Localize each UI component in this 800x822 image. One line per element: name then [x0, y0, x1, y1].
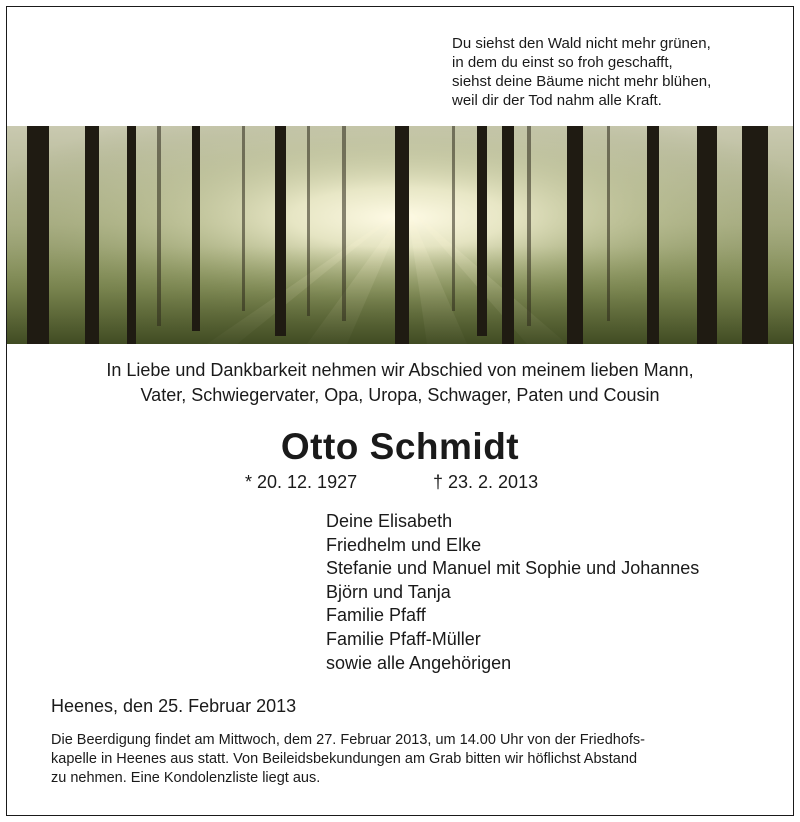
poem-line: in dem du einst so froh geschafft, — [452, 54, 673, 71]
intro-text — [7, 358, 793, 408]
funeral-line: zu nehmen. Eine Kondolenzliste liegt aus. — [51, 770, 321, 786]
mourners-list — [326, 510, 699, 675]
place-and-date: Heenes, den 25. Februar 2013 — [51, 696, 297, 716]
poem-line: Du siehst den Wald nicht mehr grünen, — [452, 35, 711, 52]
deceased-name: Otto Schmidt — [280, 426, 520, 467]
funeral-line: Die Beerdigung findet am Mittwoch, dem 27. Februar 2013, um 14.00 Uhr von der Friedhofs- — [51, 732, 645, 748]
mourner-entry: Björn und Tanja — [326, 581, 451, 602]
intro-line: Vater, Schwiegervater, Opa, Uropa, Schwager, Paten und Cousin — [140, 385, 660, 405]
mourner-entry: sowie alle Angehörigen — [326, 652, 512, 673]
forest-illustration — [7, 126, 793, 344]
forest-sunbeams-image — [7, 126, 793, 344]
death-date: † 23. 2. 2013 — [433, 472, 539, 492]
mourner-entry: Familie Pfaff — [326, 605, 426, 626]
mourner-entry: Deine Elisabeth — [326, 511, 453, 531]
intro-line: In Liebe und Dankbarkeit nehmen wir Abschied von meinem lieben Mann, — [106, 360, 694, 380]
birth-date: * 20. 12. 1927 — [245, 472, 358, 492]
mourner-entry: Familie Pfaff-Müller — [326, 628, 481, 649]
mourner-entry: Stefanie und Manuel mit Sophie und Johannes — [326, 558, 700, 579]
mourner-entry: Friedhelm und Elke — [326, 534, 482, 555]
funeral-notice — [51, 731, 751, 788]
poem — [452, 34, 711, 110]
poem-line: weil dir der Tod nahm alle Kraft. — [452, 92, 662, 109]
poem-line: siehst deine Bäume nicht mehr blühen, — [452, 73, 712, 90]
funeral-line: kapelle in Heenes aus statt. Von Beileidsbekundungen am Grab bitten wir höflichst Abstand — [51, 751, 638, 767]
